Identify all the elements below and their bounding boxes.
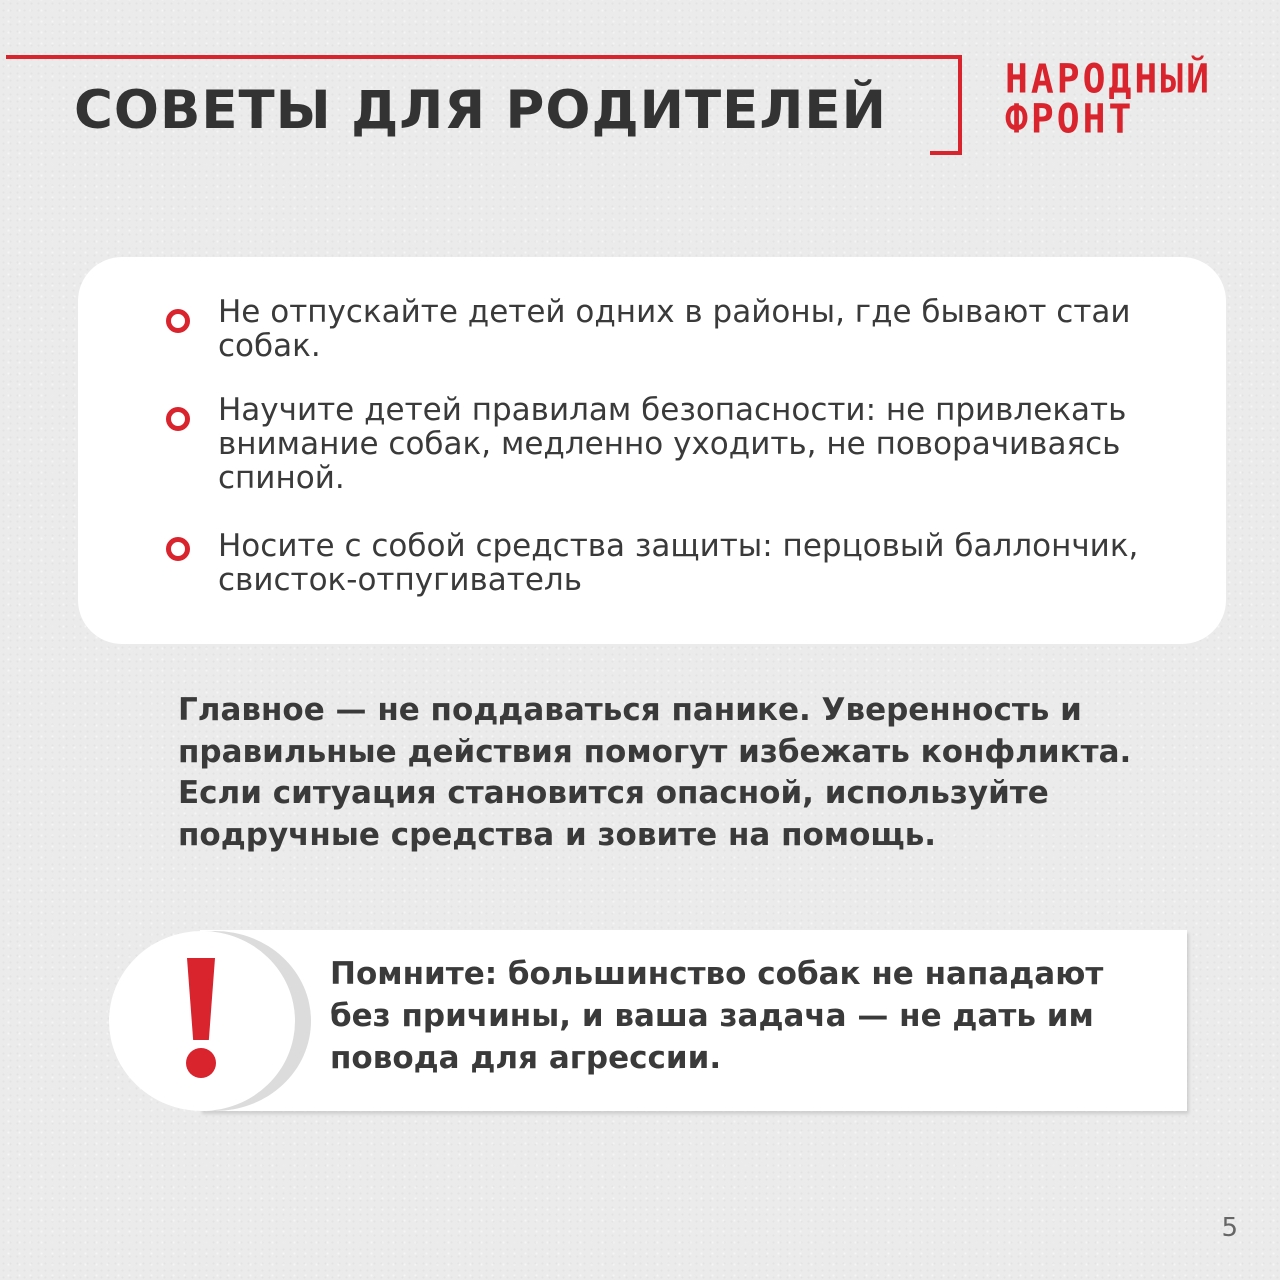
tip-text: Носите с собой средства защиты: перцовый баллончик, свисток-отпугиватель [218, 528, 1139, 598]
logo-line-2: ФРОНТ [1005, 95, 1135, 143]
tip-text: Научите детей правилам безопасности: не привлекать внимание собак, медленно уходить, не поворачиваясь спиной. [218, 392, 1127, 496]
header-frame-top-line [6, 55, 962, 59]
tip-text: Не отпускайте детей одних в районы, где бывают стаи собак. [218, 294, 1131, 364]
logo-line-1: НАРОДНЫЙ [1005, 55, 1213, 103]
bullet-ring-icon [166, 537, 190, 561]
bullet-ring-icon [166, 407, 190, 431]
main-advice-text: Главное — не поддаваться панике. Уверенность и правильные действия помогут избежать конфликта. Если ситуация становится опасной, используйте подручные средства и зовите на помощь. [178, 692, 1132, 853]
page-number: 5 [1221, 1213, 1238, 1243]
bullet-ring-icon [166, 309, 190, 333]
tips-card [78, 257, 1226, 644]
page-title: СОВЕТЫ ДЛЯ РОДИТЕЛЕЙ [74, 80, 887, 141]
header-frame-right-line [958, 55, 962, 155]
exclamation-icon-dot [186, 1048, 216, 1078]
header-frame-bottom-line [930, 151, 962, 155]
brand-logo [1005, 55, 1213, 143]
note-text: Помните: большинство собак не нападают без причины, и ваша задача — не дать им повода для агрессии. [330, 956, 1104, 1076]
